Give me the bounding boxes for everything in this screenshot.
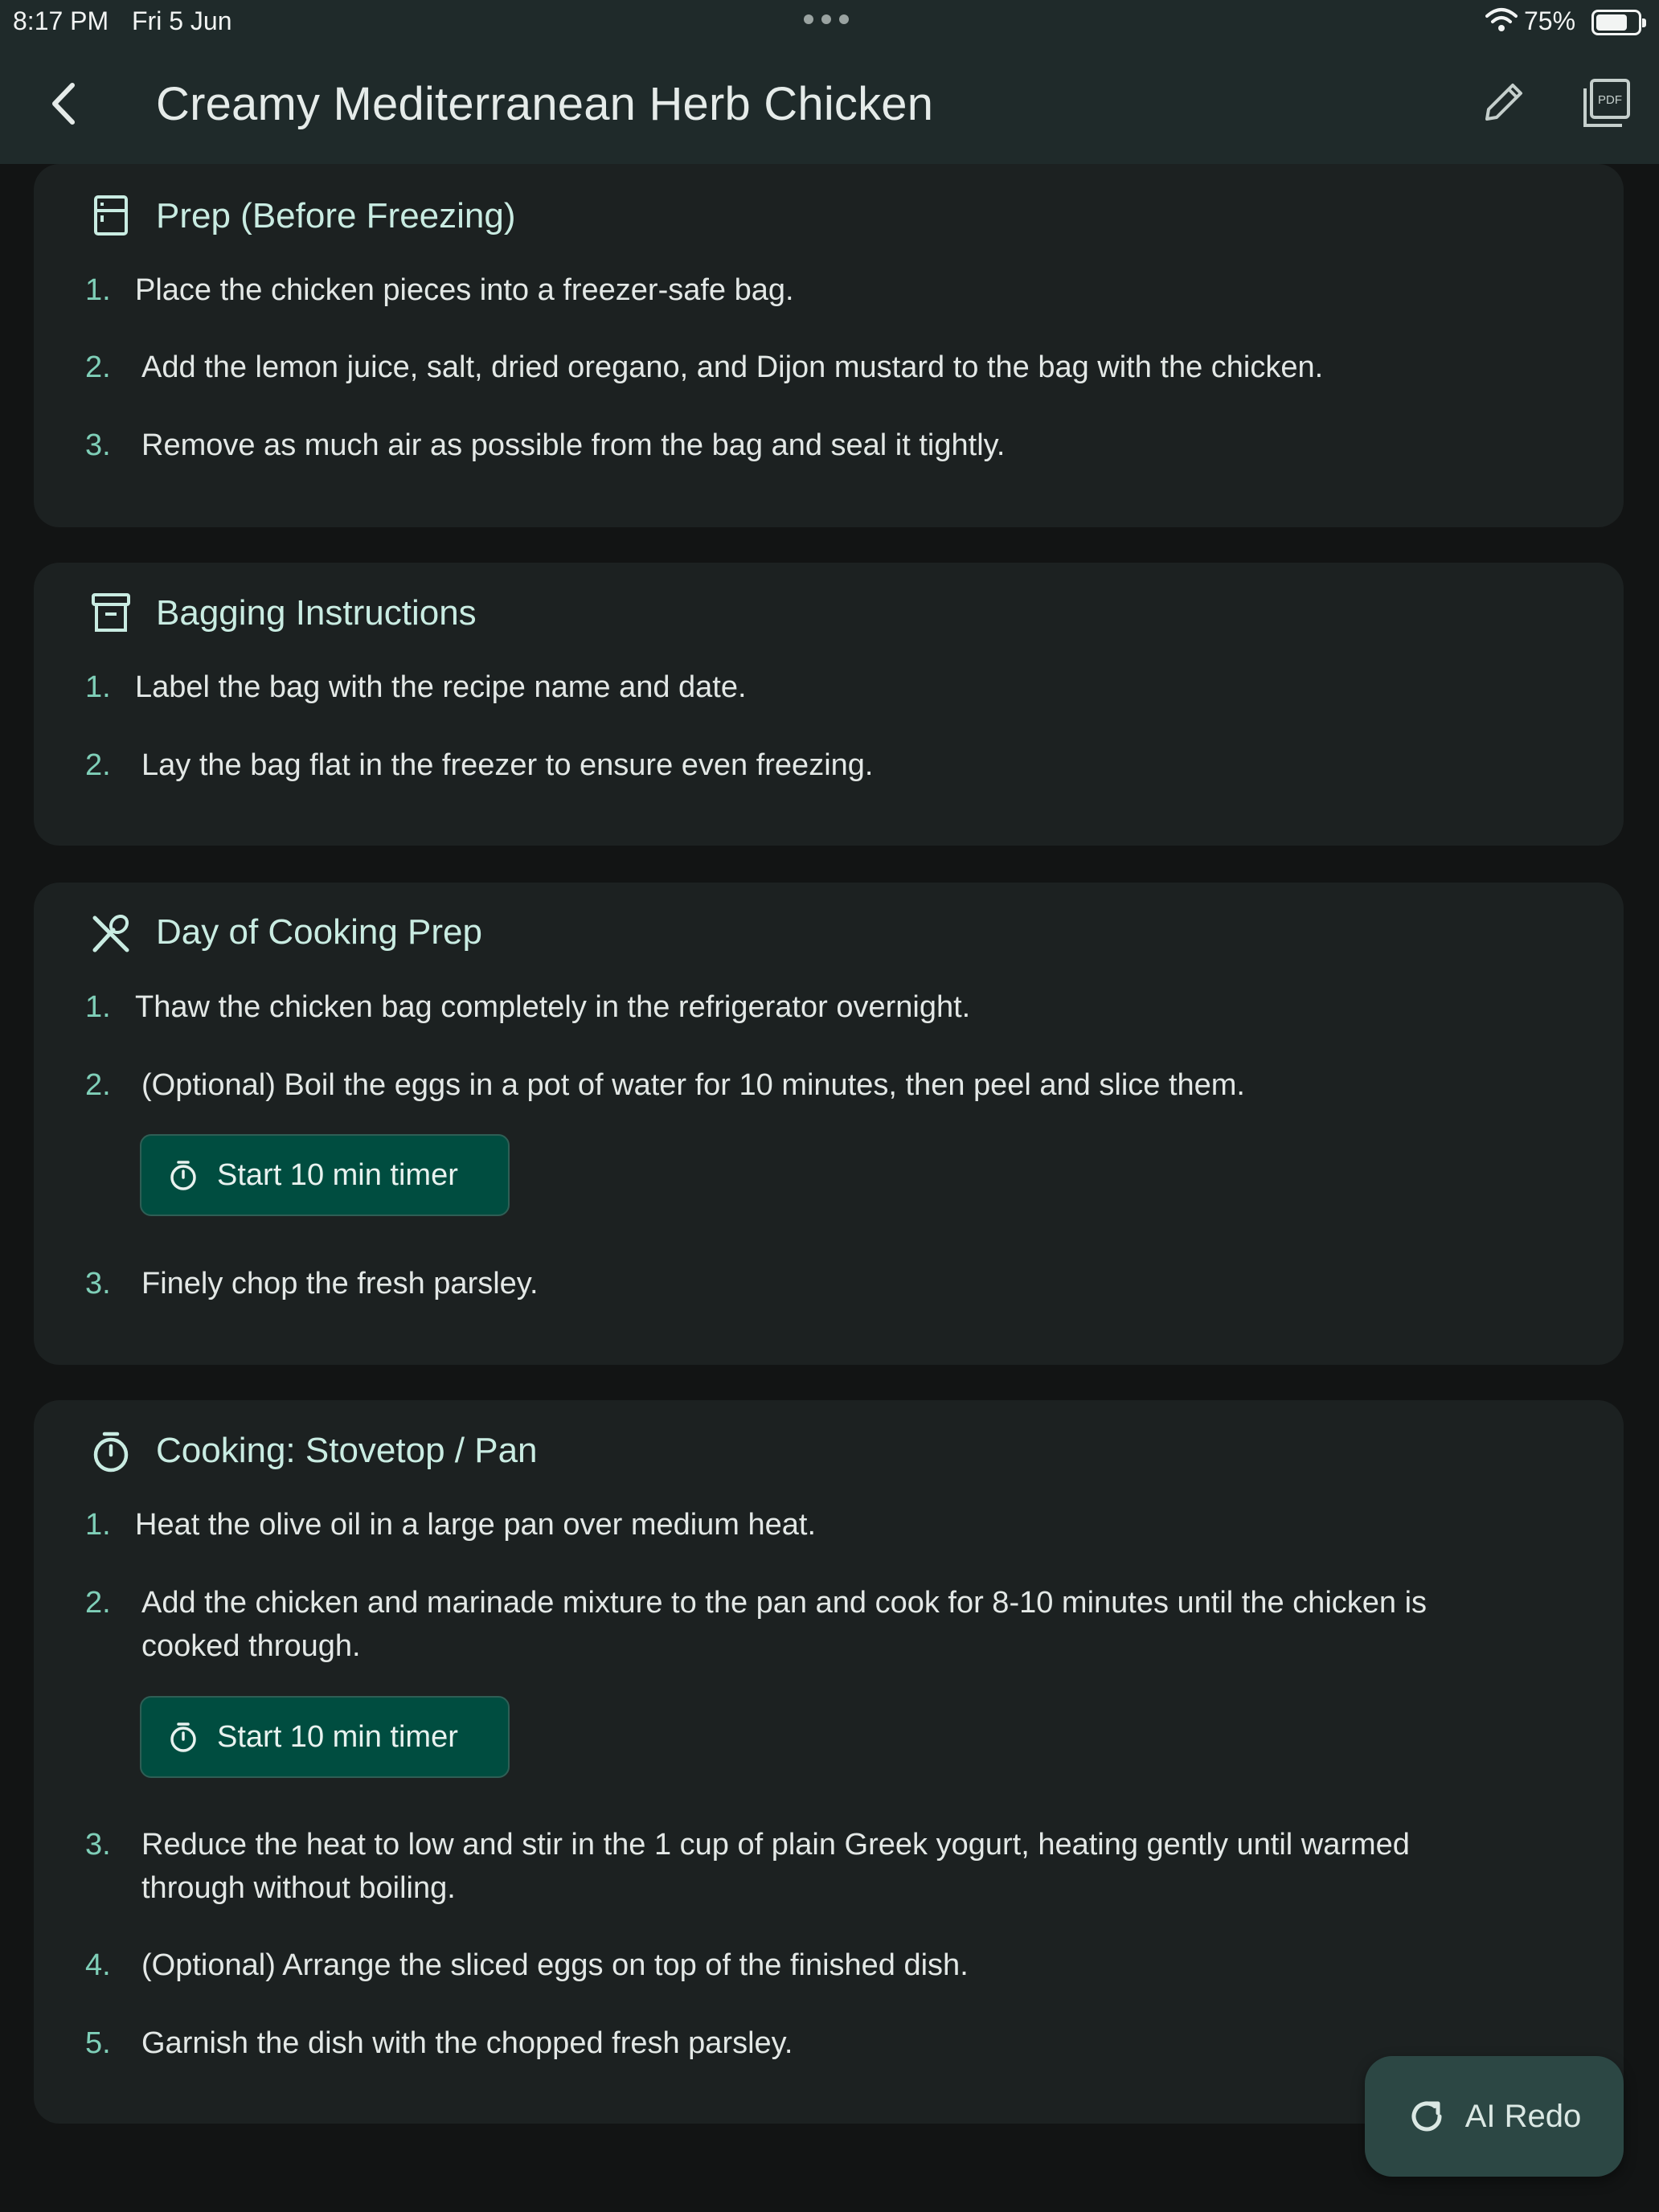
stopwatch-icon: [90, 1431, 132, 1473]
pdf-icon[interactable]: [1580, 77, 1633, 130]
timer-button-label: Start 10 min timer: [217, 1157, 458, 1192]
battery-percent: 75%: [1524, 6, 1576, 35]
start-timer-button[interactable]: [140, 1696, 510, 1778]
pencil-icon[interactable]: [1479, 77, 1529, 127]
refresh-icon: [1407, 2097, 1446, 2136]
timer-button-label: Start 10 min timer: [217, 1719, 458, 1754]
multitasking-dots-icon[interactable]: [804, 14, 849, 24]
svg-text:PDF: PDF: [1598, 93, 1622, 107]
step-item: 2. Add the lemon juice, salt, dried oregano, and Dijon mustard to the bag with the chicken.: [85, 350, 1324, 384]
wifi-icon: [1485, 6, 1518, 34]
step-item: 1. Place the chicken pieces into a freezer-safe bag.: [85, 273, 794, 307]
stopwatch-icon: [167, 1721, 199, 1753]
status-bar: [0, 0, 1659, 43]
archive-box-icon: [90, 592, 132, 633]
step-item: 2. Lay the bag flat in the freezer to ensure even freezing.: [85, 748, 874, 782]
chevron-left-icon[interactable]: [42, 76, 87, 132]
app-header: [0, 43, 1659, 164]
step-item: 1. Thaw the chicken bag completely in the refrigerator overnight.: [85, 990, 971, 1024]
section-title: Day of Cooking Prep: [156, 912, 482, 952]
status-date: Fri 5 Jun: [132, 6, 232, 35]
step-item: 1. Heat the olive oil in a large pan over medium heat.: [85, 1508, 817, 1542]
fridge-icon: [90, 195, 132, 236]
step-item: 5. Garnish the dish with the chopped fresh parsley.: [85, 2026, 793, 2060]
start-timer-button[interactable]: [140, 1134, 510, 1216]
battery-icon: [1591, 10, 1641, 35]
step-item: 1. Label the bag with the recipe name and date.: [85, 670, 747, 704]
page-title: Creamy Mediterranean Herb Chicken: [156, 78, 934, 130]
status-time: 8:17 PM: [13, 6, 109, 35]
section-title: Cooking: Stovetop / Pan: [156, 1431, 538, 1470]
stopwatch-icon: [167, 1159, 199, 1191]
section-title: Prep (Before Freezing): [156, 196, 516, 236]
step-item: 3. Reduce the heat to low and stir in the 1 cup of plain Greek yogurt, heating gently until warmed through without boiling.: [85, 1828, 1410, 1905]
ai-redo-label: AI Redo: [1464, 2098, 1582, 2134]
utensils-icon: [90, 913, 132, 955]
step-item: 2. (Optional) Boil the eggs in a pot of water for 10 minutes, then peel and slice them.: [85, 1068, 1245, 1102]
step-item: 2. Add the chicken and marinade mixture to the pan and cook for 8-10 minutes until the chicken is cooked through.: [85, 1586, 1428, 1663]
step-item: 3. Remove as much air as possible from the bag and seal it tightly.: [85, 428, 1006, 462]
step-item: 3. Finely chop the fresh parsley.: [85, 1267, 539, 1301]
section-title: Bagging Instructions: [156, 593, 477, 633]
ai-redo-button[interactable]: [1365, 2056, 1624, 2177]
step-item: 4. (Optional) Arrange the sliced eggs on top of the finished dish.: [85, 1948, 969, 1982]
